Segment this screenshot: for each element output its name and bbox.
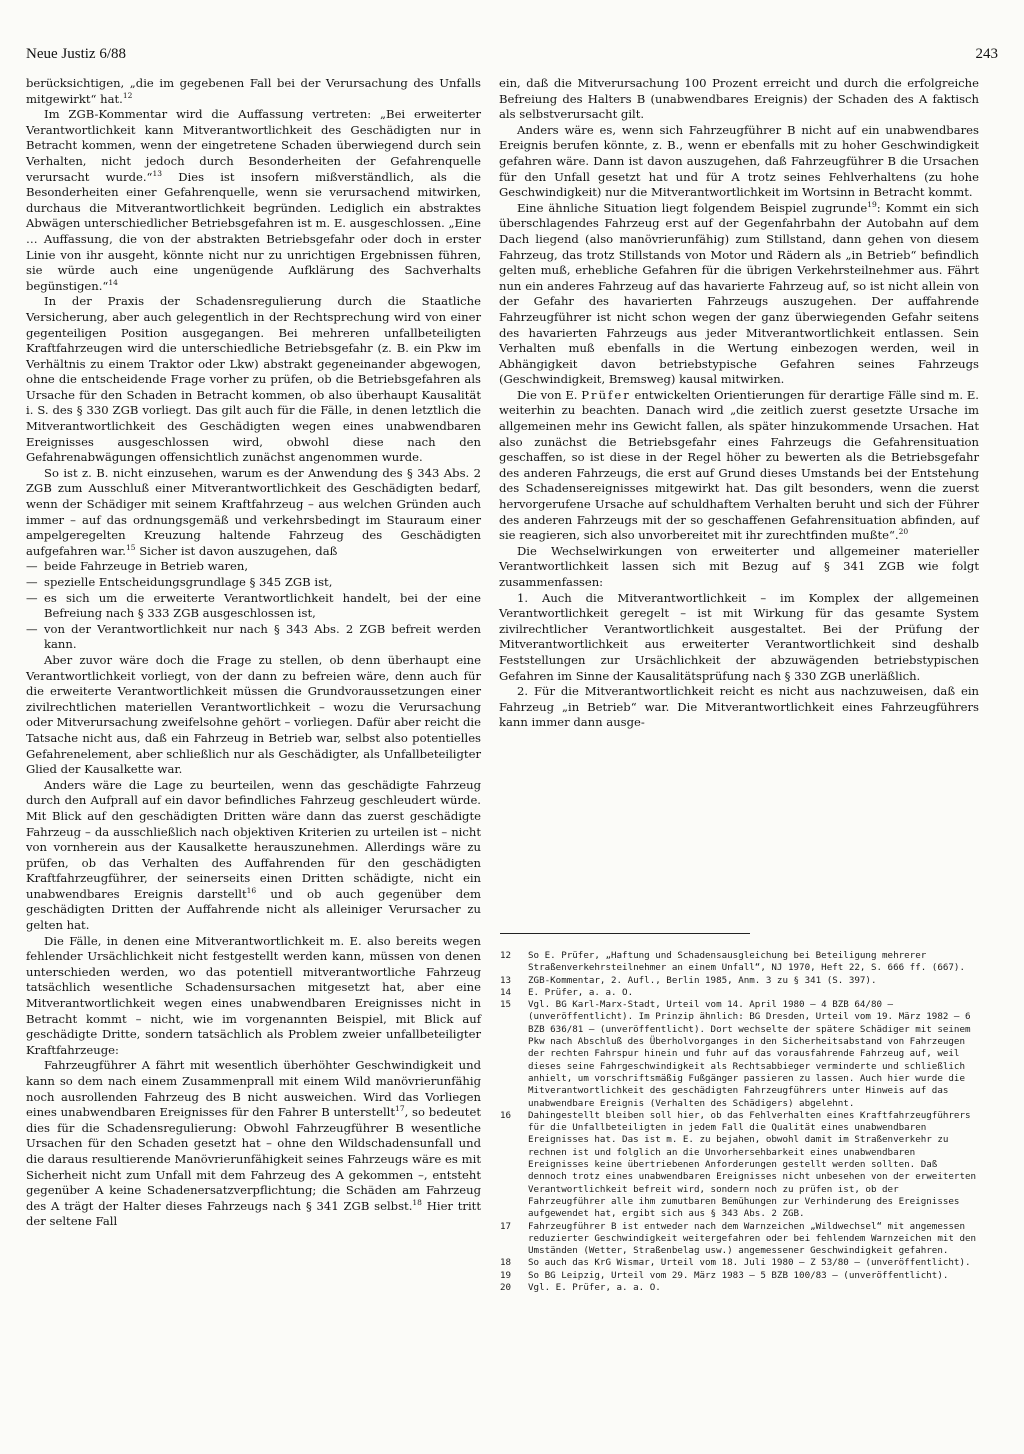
paragraph: Die Wechselwirkungen von erweiterter und allgemeiner materieller Verantwortlichkeit lassen sich mit Bezug auf § 341 ZGB wie folgt zusammenfassen:: [499, 543, 979, 589]
dash-list: [26, 559, 481, 653]
paragraph: Fahrzeugführer A fährt mit wesentlich überhöhter Geschwindigkeit und kann so dem nach einem Zusammenprall mit einem Wild manövrierunfähig noch ausrollenden Fahrzeug des B nicht ausweichen. Wird das Vorliegen eines unabwendbaren Ereignisses für den Fahrer B unterstellt$^{17}$, so bedeutet dies für die Schadensregulierung: Obwohl Fahrzeugführer B wesentliche Ursachen für den Schaden gesetzt hat – ohne den Wildschadensunfall und die daraus resultierende Manövrierunfähigkeit seines Fahrzeugs wäre es mit Sicherheit nicht zum Unfall mit dem Fahrzeug des A gekommen –, entsteht gegenüber A keine Schadenersatzverpflichtung; die Schäden am Fahrzeug des A trägt der Halter dieses Fahrzeugs nach § 341 ZGB selbst.$^{18}$ Hier tritt der seltene Fall: [26, 1058, 482, 1229]
footnote-number: 20: [500, 1282, 512, 1294]
paragraph: Aber zuvor wäre doch die Frage zu stellen, ob denn überhaupt eine Verantwortlichkeit vorliegt, von der dann zu befreien wäre, denn auch für die erweiterte Verantwortlichkeit müssen die Grundvoraussetzungen einer zivilrechtlichen materiellen Verantwortlichkeit – wozu die Verursachung oder Mitverursachung zweifelsohne gehört – vorliegen. Dafür aber reicht die Tatsache nicht aus, daß ein Fahrzeug in Betrieb war, selbst also potentielles Gefahrenelement, aber schließlich nur als Geschädigter, als Unfallbeteiligter Glied der Kausalkette war.: [26, 652, 481, 777]
footnote-ref: 14: [108, 277, 118, 287]
footnote-number: 13: [500, 974, 512, 986]
paragraph: berücksichtigen, „die im gegebenen Fall bei der Verursachung des Unfalls mitgewirkt“ hat.$^{12}$: [26, 76, 481, 106]
footnote: 16 Dahingestellt bleiben soll hier, ob das Fehlverhalten eines Kraftfahrzeugführers für die Unfallbeteiligten in jedem Fall die Qualität eines unabwendbaren Ereignisses hat. Das ist m. E. zu bejahen, obwohl damit im Straßenverkehr zu rechnen ist und folglich an die Unvorhersehbarkeit eines unabwendbaren Ereignisses keine übertriebenen Anforderungen gestellt werden sollten. Daß dennoch trotz eines unabwendbaren Ereignisses nicht unbesehen von der erweiterten Verantwortlichkeit befreit wird, sondern noch zu prüfen ist, ob der Fahrzeugführer alle ihm zumutbaren Bemühungen zur Verhinderung des Ereignisses aufgewendet hat, ergibt sich aus § 343 Abs. 2 ZGB.: [500, 1109, 977, 1220]
list-item: — spezielle Entscheidungsgrundlage § 345 ZGB ist,: [26, 575, 481, 591]
paragraph: 1. Auch die Mitverantwortlichkeit – im Komplex der allgemeinen Verantwortlichkeit geregelt – ist mit Wirkung für das gesamte System zivilrechtlicher Verantwortlichkeit ausgestaltet. Bei der Prüfung der Mitverantwortlichkeit aus erweiterter Verantwortlichkeit sind deshalb Feststellungen zur Ursächlichkeit der abzuwägenden betriebstypischen Gefahren im Sinne der Kausalitätsprüfung nach § 330 ZGB unerläßlich.: [499, 590, 979, 683]
footnote: 19 So BG Leipzig, Urteil vom 29. März 1983 – 5 BZB 100/83 – (unveröffentlicht).: [500, 1269, 949, 1281]
left-column: [26, 76, 481, 1230]
footnote-number: 18: [500, 1257, 512, 1269]
author-name: Prüfer: [581, 387, 631, 402]
paragraph: Eine ähnliche Situation liegt folgendem Beispiel zugrunde$^{19}$: Kommt ein sich überschlagendes Fahrzeug erst auf der Gegenfahrbahn der Autobahn auf dem Dach liegend (also manövrierunfähig) zum Stillstand, dann gehen von diesem Fahrzeug, das trotz Stillstands von Motor und Rädern als „in Betrieb“ befindlich gelten muß, erhebliche Gefahren für die übrigen Verkehrsteilnehmer aus. Fährt nun ein anderes Fahrzeug auf das havarierte Fahrzeug auf, so ist nicht allein von der Gefahr des havarierten Fahrzeugs auszugehen. Der auffahrende Fahrzeugführer ist nicht schon wegen der ganz überwiegenden Gefahr seitens des havarierten Fahrzeugs aus jeder Mitverantwortlichkeit entlassen. Sein Verhalten muß ebenfalls in die Wertung einbezogen werden, weil in Abhängigkeit davon betriebstypische Gefahren seines Fahrzeugs (Geschwindigkeit, Bremsweg) kausal mitwirken.: [499, 199, 979, 387]
footnote-ref: 17: [395, 1104, 405, 1114]
right-column: [499, 76, 979, 731]
footnote-number: 12: [500, 950, 512, 961]
paragraph: Die von E. Prüfer entwickelten Orientierungen für derartige Fälle sind m. E. weiterhin zu beachten. Danach wird „die zeitlich zuerst gesetzte Ursache im allgemeinen mehr ins Gewicht fallen, als später hinzukommende Ursachen. Hat also zunächst die Betriebsgefahr eines Fahrzeugs die Gefahrensituation geschaffen, so ist diese in der Regel höher zu bewerten als die Betriebsgefahr des anderen Fahrzeugs, die erst auf Grund dieses Umstands bei der Entstehung des Schadensereignisses mitgewirkt hat. Das gilt besonders, wenn die zuerst hervorgerufene Ursache auf schuldhaftem Verhalten beruht und sich der Führer des anderen Fahrzeugs mit der so geschaffenen Gefahrensituation abfinden, auf sie reagieren, sich also unvorbereitet mit ihr zurechtfinden mußte“.$^{20}$: [499, 387, 979, 543]
footnote-number: 19: [500, 1269, 512, 1281]
footnote-ref: 13: [152, 168, 163, 178]
paragraph: Im ZGB-Kommentar wird die Auffassung vertreten: „Bei erweiterter Verantwortlichkeit kann Mitverantwortlichkeit des Geschädigten nur in Betracht kommen, wenn der eingetretene Schaden überwiegend durch sein Verhalten, nicht jedoch durch Besonderheiten der Gefahrenquelle verursacht wurde.“$^{13}$ Dies ist insofern mißverständlich, als die Besonderheiten einer Gefahrenquelle, wenn sie verursachend mitwirken, durchaus die Mitverantwortlichkeit begründen. Lediglich ein abstraktes Abwägen unterschiedlicher Betriebsgefahren ist m. E. ausgeschlossen. „Eine … Auffassung, die von der abstrakten Betriebsgefahr oder doch in erster Linie von ihr ausgeht, könnte nicht nur zu unrichtigen Ergebnissen führen, sie würde auch eine ungenügende Aufklärung des Sachverhalts begünstigen.“$^{14}$: [26, 107, 481, 293]
footnote-divider: [500, 933, 750, 934]
footnote-ref: 19: [867, 199, 877, 209]
footnote: 12 So E. Prüfer, „Haftung und Schadensausgleichung bei Beteiligung mehrerer Straßenverkehrsteilnehmer an einem Unfall“, NJ 1970, Heft 22, S. 666 ff. (667).: [500, 950, 965, 974]
page-header: [26, 46, 998, 66]
paragraph: Die Fälle, in denen eine Mitverantwortlichkeit m. E. also bereits wegen fehlender Ursächlichkeit nicht festgestellt werden kann, müssen von denen unterschieden werden, wo das potentiell mitverantwortliche Fahrzeug tatsächlich wesentliche Schadensursachen mitgesetzt hat, aber eine Mitverantwortlichkeit wegen eines unabwendbaren Ereignisses nicht in Betracht kommt – nicht, wie im vorgenannten Beispiel, mit Blick auf geschädigte Dritte, sondern tatsächlich als Problem zweier unfallbeteiligter Kraftfahrzeuge:: [26, 933, 481, 1057]
footnote-number: 14: [500, 986, 512, 998]
paragraph: ein, daß die Mitverursachung 100 Prozent erreicht und durch die erfolgreiche Befreiung des Halters B (unabwendbares Ereignis) der Schaden des A faktisch als selbstverursacht gilt.: [499, 76, 979, 122]
paragraph: 2. Für die Mitverantwortlichkeit reicht es nicht aus nachzuweisen, daß ein Fahrzeug „in Betrieb“ war. Die Mitverantwortlichkeit eines Fahrzeugführers kann immer dann ausge-: [499, 684, 979, 730]
footnote: 15 Vgl. BG Karl-Marx-Stadt, Urteil vom 14. April 1980 – 4 BZB 64/80 – (unveröffentlicht). Im Prinzip ähnlich: BG Dresden, Urteil vom 19. März 1982 – 6 BZB 636/81 – (unveröffentlicht). Dort wechselte der spätere Schädiger mit seinem Pkw nach Abschluß des Überholvorganges in den Sicherheitsabstand von Fahrzeugen der rechten Fahrspur hinein und fuhr auf das vorausfahrende Fahrzeug auf, weil dieses seine Fahrgeschwindigkeit als Rechtsabbieger verminderte und schließlich anhielt, um vorschriftsmäßig Fußgänger passieren zu lassen. Auch hier wurde die Mitverantwortlichkeit des geschädigten Fahrzeugführers unter Hinweis auf das unabwendbare Ereignis (Verhalten des Schädigers) abgelehnt.: [500, 999, 971, 1109]
footnote-ref: 18: [412, 1197, 422, 1207]
footnote-ref: 15: [125, 542, 136, 552]
paragraph: Anders wäre es, wenn sich Fahrzeugführer B nicht auf ein unabwendbares Ereignis berufen könnte, z. B., wenn er ebenfalls mit zu hoher Geschwindigkeit gefahren wäre. Dann ist davon auszugehen, daß Fahrzeugführer B die Ursachen für den Unfall gesetzt hat und für A trotz seines Fehlverhaltens (zu hohe Geschwindigkeit) nur die Mitverantwortlichkeit im Wortsinn in Betracht kommt.: [499, 122, 979, 200]
footnote-ref: 12: [122, 90, 133, 100]
footnote-number: 15: [500, 999, 512, 1011]
footnote: 14 E. Prüfer, a. a. O.: [500, 986, 634, 998]
footnote-number: 16: [500, 1109, 512, 1121]
footnote-number: 17: [500, 1220, 512, 1232]
footnote: 20 Vgl. E. Prüfer, a. a. O.: [500, 1282, 661, 1294]
footnote: 13 ZGB-Kommentar, 2. Aufl., Berlin 1985, Anm. 3 zu § 341 (S. 397).: [500, 974, 877, 986]
footnote: 18 So auch das KrG Wismar, Urteil vom 18. Juli 1980 – Z 53/80 – (unveröffentlicht).: [500, 1257, 971, 1269]
list-item: — es sich um die erweiterte Verantwortlichkeit handelt, bei der eine Befreiung nach § 333 ZGB ausgeschlossen ist,: [26, 591, 481, 622]
paragraph: So ist z. B. nicht einzusehen, warum es der Anwendung des § 343 Abs. 2 ZGB zum Ausschluß einer Mitverantwortlichkeit des Geschädigten bedarf, wenn der Schädiger mit seinem Kraftfahrzeug – aus welchen Gründen auch immer – auf das ordnungsgemäß und verkehrsbedingt im Stauraum einer ampelgeregelten Kreuzung haltende Fahrzeug des Geschädigten aufgefahren war.$^{15}$ Sicher ist davon auszugehen, daß: [26, 465, 481, 558]
footnote-ref: 20: [898, 527, 909, 537]
paragraph: Anders wäre die Lage zu beurteilen, wenn das geschädigte Fahrzeug durch den Aufprall auf ein davor befindliches Fahrzeug geschleudert würde. Mit Blick auf den geschädigten Dritten wäre dann das zuerst geschädigte Fahrzeug – da ausschließlich nach objektiven Kriterien zu urteilen ist – nicht von vornherein aus der Kausalkette herauszunehmen. Allerdings wäre zu prüfen, ob das Verhalten des Auffahrenden für den geschädigten Kraftfahrzeugführer, der seinerseits einen Dritten schädigte, nicht ein unabwendbares Ereignis darstellt$^{16}$ und ob auch gegenüber dem geschädigten Dritten der Auffahrende nicht als alleiniger Verursacher zu gelten hat.: [26, 777, 481, 933]
footnote-ref: 16: [246, 886, 257, 896]
footnotes: [500, 950, 979, 1294]
footnote: 17 Fahrzeugführer B ist entweder nach dem Warnzeichen „Wildwechsel“ mit angemessen reduzierter Geschwindigkeit weitergefahren oder bei fehlendem Warnzeichen mit den Umständen (Wetter, Straßenbelag usw.) angemessener Geschwindigkeit gefahren.: [500, 1220, 977, 1257]
paragraph: In der Praxis der Schadensregulierung durch die Staatliche Versicherung, aber auch gelegentlich in der Rechtsprechung wird von einer gegenteiligen Position ausgegangen. Bei mehreren unfallbeteiligten Kraftfahrzeugen wird die unterschiedliche Betriebsgefahr (z. B. ein Pkw im Verhältnis zu einem Traktor oder Lkw) abstrakt gegeneinander abgewogen, ohne die entscheidende Frage vorher zu prüfen, ob die Betriebsgefahren als Ursache für den Schaden in Betracht kommen, ob also überhaupt Kausalität i. S. des § 330 ZGB vorliegt. Das gilt auch für die Fälle, in denen letztlich die Mitverantwortlichkeit des Geschädigten wegen eines unabwendbaren Ereignisses ausgeschlossen wird, obwohl diese nach den Gefahrenabwägungen offensichtlich zunächst angenommen wurde.: [26, 294, 481, 465]
journal-title: Neue Justiz 6/88: [26, 46, 126, 62]
list-item: — von der Verantwortlichkeit nur nach § 343 Abs. 2 ZGB befreit werden kann.: [26, 622, 481, 653]
page-number: 243: [975, 46, 998, 62]
list-item: — beide Fahrzeuge in Betrieb waren,: [26, 559, 481, 575]
